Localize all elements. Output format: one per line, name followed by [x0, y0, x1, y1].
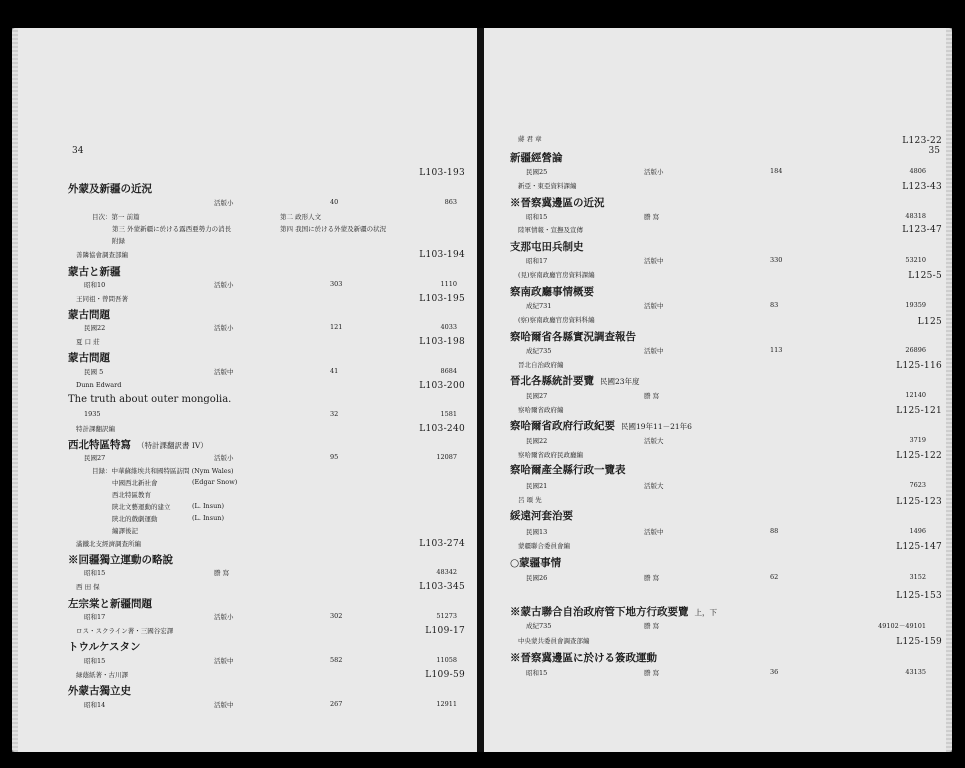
call-number: L103-240 — [419, 424, 465, 434]
call-number: L103-195 — [419, 294, 465, 304]
entry-title: ※晉察冀邊區の近況 — [510, 197, 605, 209]
call-number: L123-47 — [902, 225, 942, 235]
entry-title: ※晉察冀邊區に於ける簽政運動 — [510, 652, 657, 664]
call-number: L125-5 — [908, 271, 942, 281]
call-number: L125-147 — [896, 542, 942, 552]
call-number: L103-274 — [419, 539, 465, 549]
publisher: (察)察南政廳官房資料科編 — [518, 316, 595, 324]
contents-item: 第四 我国に於ける外蒙及新疆の状況 — [280, 225, 387, 233]
contents-item: 編譯後記 — [112, 527, 138, 535]
call-number: L125-159 — [896, 637, 942, 647]
call-number: L125-123 — [896, 497, 942, 507]
call-number: L125-116 — [896, 361, 942, 371]
publisher: 陸軍情報・宣撫及宣傳 — [518, 226, 583, 234]
entry-title: 外蒙及新疆の近況 — [68, 183, 152, 195]
publisher: ロス・スクライン著・三國谷宏譯 — [76, 627, 174, 635]
entry-title: トウルケスタン — [68, 641, 141, 653]
scan-edge — [12, 28, 18, 752]
entry-title: 察南政廳事情概要 — [510, 286, 594, 298]
publisher: 王同祖・曾問吾著 — [76, 295, 128, 303]
publisher: 特計課翻訳編 — [76, 425, 115, 433]
call-number: L109-17 — [425, 626, 465, 636]
publisher: 緑蔭紙著・古川譯 — [76, 671, 128, 679]
publisher: 蒙疆聯合委員會編 — [518, 542, 570, 550]
page-number: 35 — [928, 146, 940, 156]
contents-item: 第二 政形人文 — [280, 213, 322, 221]
publisher: Dunn Edward — [76, 381, 122, 389]
call-number: L125-122 — [896, 451, 942, 461]
call-number: L109-59 — [425, 670, 465, 680]
contents-item: 附録 — [112, 237, 125, 245]
left-page: 34 L103-193 外蒙及新疆の近況 活版小 40 863 目次：第一 前篇 第二 政形人文 第三 外蒙新疆に於ける露西亜勢力の消長 第四 我国に於ける外蒙及新疆の状況 附録 善隣協會調查部編 L103-194 蒙古と新疆 昭和10 活版小 303 1110 王同祖・曾問吾著 L103-195 蒙古問題 民國22 活版小 121 4033 夏 口 莊 L103-198 蒙古問題 民國 5 活版中 41 8684 Dunn Edward L103-200 The truth about outer mongolia. 1935 32 1581 特計課翻訳編 L103-240 西北特區特寫 （特計課翻訳書 IV） 民國27 活版小 95 12087 目録：中華蘇維埃共和國特區訪問 (Nym Wales) 中國西北新社會 (Edgar Snow) 西北特區教育 陝北文藝運動的建立 (L. Insun) 陝北的戲劇運動 (L. Insun) 編譯後記 滿鐵北支經濟調查所編 L103-274 ※回疆獨立運動の略說 昭和15 謄 寫 48342 西 田 保 L103-345 左宗棠と新疆問題 昭和17 活版小 302 51273 ロス・スクライン著・三國谷宏譯 L109-17 トウルケスタン 昭和15 活版中 582 11058 緑蔭紙著・古川譯 L109-59 外蒙古獨立史 昭和14 活版中 267 12911 — [12, 28, 477, 752]
entry-title: The truth about outer mongolia. — [68, 394, 232, 405]
publisher: 西 田 保 — [76, 583, 100, 591]
entry-title: 支那屯田兵制史 — [510, 241, 584, 253]
entry-title: 察哈爾產全縣行政一覽表 — [510, 464, 626, 476]
call-number: L103-193 — [419, 168, 465, 178]
call-number: L123-22 — [902, 136, 942, 146]
publisher: 察哈爾省政府民政廳編 — [518, 451, 583, 459]
contents-label: 目次：第一 前篇 — [92, 213, 140, 221]
contents-author: (L. Insun) — [192, 514, 224, 522]
publisher: 察哈爾省政府編 — [518, 406, 564, 414]
entry-title: 察哈爾省各縣實況調查報告 — [510, 331, 636, 343]
entry-title: ※蒙古聯合自治政府管下地方行政要覽 上，下 — [510, 606, 717, 618]
call-number: L123-43 — [902, 182, 942, 192]
entry-title: 蒙古と新疆 — [68, 266, 121, 278]
contents-author: (Edgar Snow) — [192, 478, 238, 486]
entry-title: 察哈爾省政府行政紀要 民國19年11－21年6 — [510, 420, 692, 432]
book-gutter — [477, 28, 484, 752]
entry-title: 西北特區特寫 （特計課翻訳書 IV） — [68, 439, 208, 451]
contents-item: 中國西北新社會 — [112, 479, 158, 487]
entry-title: 蒙古問題 — [68, 352, 110, 364]
call-number: L125 — [917, 317, 942, 327]
entry-title: ※回疆獨立運動の略說 — [68, 554, 173, 566]
contents-author: (L. Insun) — [192, 502, 224, 510]
page-number: 34 — [72, 146, 84, 156]
entry-title: 左宗棠と新疆問題 — [68, 598, 152, 610]
right-page: 35 蔣 君 章 L123-22 新疆經營論 民國25 活版小 184 4806 新亞・東亞資料課編 L123-43 ※晉察冀邊區の近況 昭和15 謄 寫 48318 陸軍情報・宣撫及宣傳 L123-47 支那屯田兵制史 昭和17 活版中 330 53210 (見)察南政廳官房資料課編 L125-5 察南政廳事情概要 成紀731 活版中 83 19359 (察)察南政廳官房資料科編 L125 察哈爾省各縣實況調查報告 成紀735 活版中 113 26896 晉北自治政府編 L125-116 晉北各縣統計要覽 民國23年度 民國27 謄 寫 12140 察哈爾省政府編 L125-121 察哈爾省政府行政紀要 民國19年11－21年6 民國22 活版大 3719 察哈爾省政府民政廳編 L125-122 察哈爾產全縣行政一覽表 民國21 活版大 7623 呂 頌 先 L125-123 綏遠河套治要 民國13 活版中 88 1496 蒙疆聯合委員會編 L125-147 ○蒙疆事情 民國26 謄 寫 62 3152 L125-153 ※蒙古聯合自治政府管下地方行政要覽 上，下 成紀735 謄 寫 49102－49101 中央蒙共委員會調查部編 L125-159 ※晉察冀邊區に於ける簽政運動 昭和15 謄 寫 36 43135 — [484, 28, 952, 752]
call-number: L103-194 — [419, 250, 465, 260]
entry-title: ○蒙疆事情 — [510, 557, 562, 569]
publisher: 新亞・東亞資料課編 — [518, 182, 577, 190]
publisher: (見)察南政廳官房資料課編 — [518, 271, 595, 279]
entry-title: 外蒙古獨立史 — [68, 685, 131, 697]
call-number: L103-345 — [419, 582, 465, 592]
contents-item: 陝北文藝運動的建立 — [112, 503, 171, 511]
publisher: 呂 頌 先 — [518, 496, 542, 504]
call-number: L103-200 — [419, 381, 465, 391]
publisher: 夏 口 莊 — [76, 338, 100, 346]
scan-edge — [946, 28, 952, 752]
entry-title: 蒙古問題 — [68, 309, 110, 321]
publisher: 善隣協會調查部編 — [76, 251, 128, 259]
contents-item: 第三 外蒙新疆に於ける露西亜勢力の消長 — [112, 225, 232, 233]
entry-title: 綏遠河套治要 — [510, 510, 573, 522]
publisher: 滿鐵北支經濟調查所編 — [76, 540, 141, 548]
publisher: 蔣 君 章 — [518, 135, 542, 143]
publisher: 中央蒙共委員會調查部編 — [518, 637, 590, 645]
contents-item: 陝北的戲劇運動 — [112, 515, 158, 523]
entry-title: 新疆經營論 — [510, 152, 563, 164]
contents-item: 西北特區教育 — [112, 491, 151, 499]
call-number: L125-153 — [896, 591, 942, 601]
publisher: 晉北自治政府編 — [518, 361, 564, 369]
call-number: L125-121 — [896, 406, 942, 416]
entry-title: 晉北各縣統計要覽 民國23年度 — [510, 375, 640, 387]
contents-item: 目録：中華蘇維埃共和國特區訪問 (Nym Wales) — [92, 467, 234, 475]
call-number: L103-198 — [419, 337, 465, 347]
